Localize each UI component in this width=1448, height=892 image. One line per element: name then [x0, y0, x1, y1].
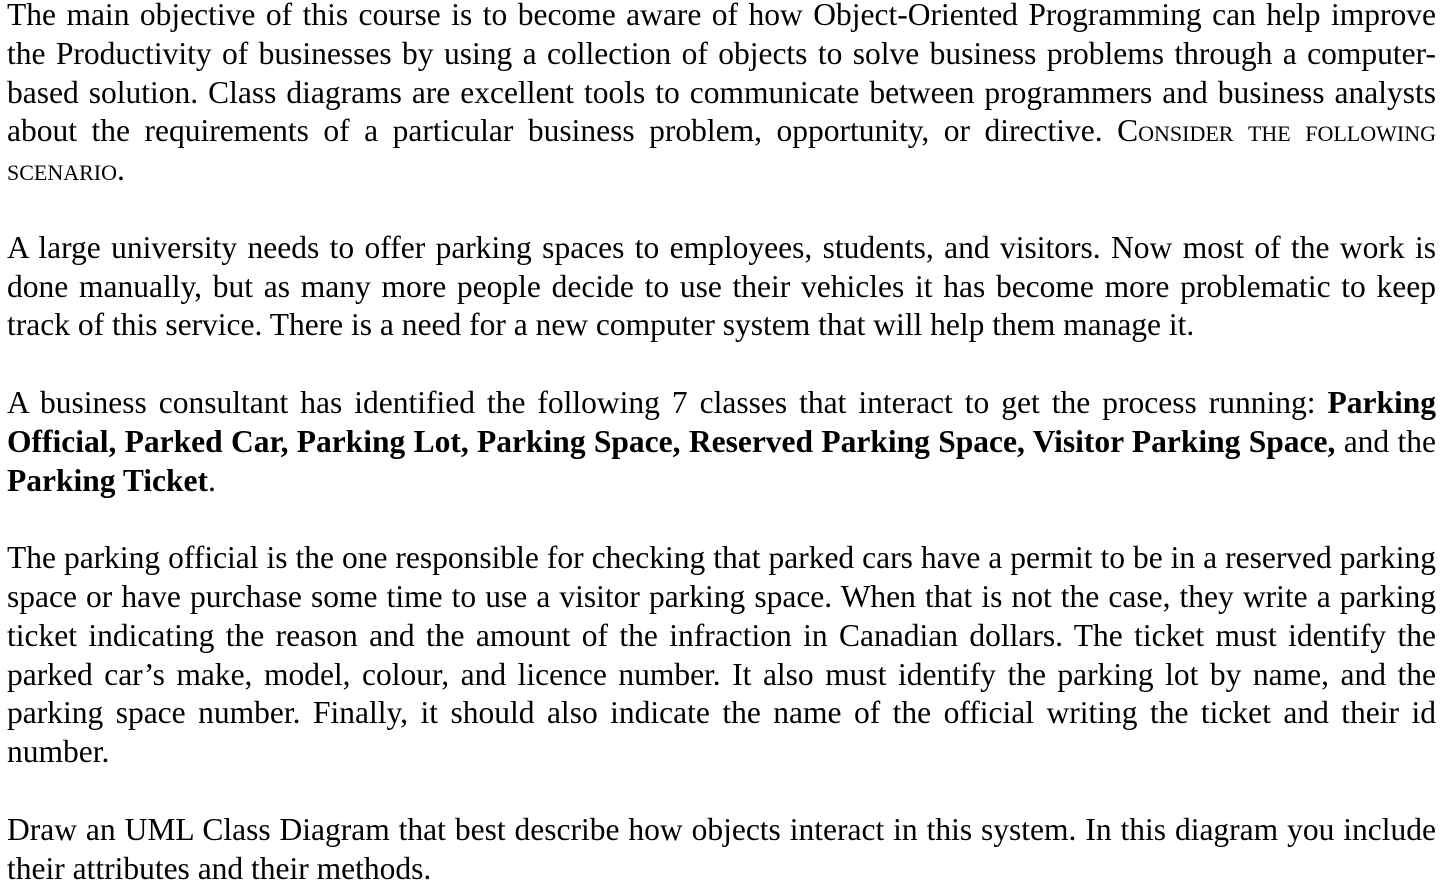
class-parking-ticket-bold: Parking Ticket: [7, 462, 208, 498]
paragraph-classes: [7, 384, 1436, 500]
paragraph-university-need: [7, 229, 1436, 345]
university-need-text: A large university needs to offer parking spaces to employees, students, and visitors. Now most of the work is done manually, but as many more people decide to use their vehicles it has become more problematic to keep track of this service. There is a need for a new computer system that will help them manage it.: [7, 229, 1436, 343]
paragraph-parking-official: [7, 539, 1436, 772]
task-text: Draw an UML Class Diagram that best describe how objects interact in this system. In this diagram you include their attributes and their methods.: [7, 811, 1436, 886]
classes-period: .: [207, 462, 216, 498]
paragraph-task: [7, 811, 1436, 889]
classes-list-bold: Parking Official, Parked Car, Parking Lot, Parking Space, Reserved Parking Space, Visitor Parking Space,: [7, 384, 1436, 459]
classes-intro-text: A business consultant has identified the following 7 classes that interact to get the process running:: [7, 384, 1328, 420]
paragraph-course-objective: [7, 0, 1436, 190]
course-objective-text: The main objective of this course is to become aware of how Object-Oriented Programming can help improve the Productivity of businesses by using a collection of objects to solve business problems through a computer-based solution. Class diagrams are excellent tools to communicate between programmers and business analysts about the requirements of a particular business problem, opportunity, or directive.: [7, 0, 1436, 149]
classes-and-the: and the: [1335, 423, 1436, 459]
scenario-label: Consider the following scenario.: [7, 113, 1437, 188]
parking-official-text: The parking official is the one responsible for checking that parked cars have a permit to be in a reserved parking space or have purchase some time to use a visitor parking space. When that is not the case, they write a parking ticket indicating the reason and the amount of the infraction in Canadian dollars. The ticket must identify the parked car’s make, model, colour, and licence number. It also must identify the parking lot by name, and the parking space number. Finally, it should also indicate the name of the official writing the ticket and their id number.: [7, 540, 1436, 770]
